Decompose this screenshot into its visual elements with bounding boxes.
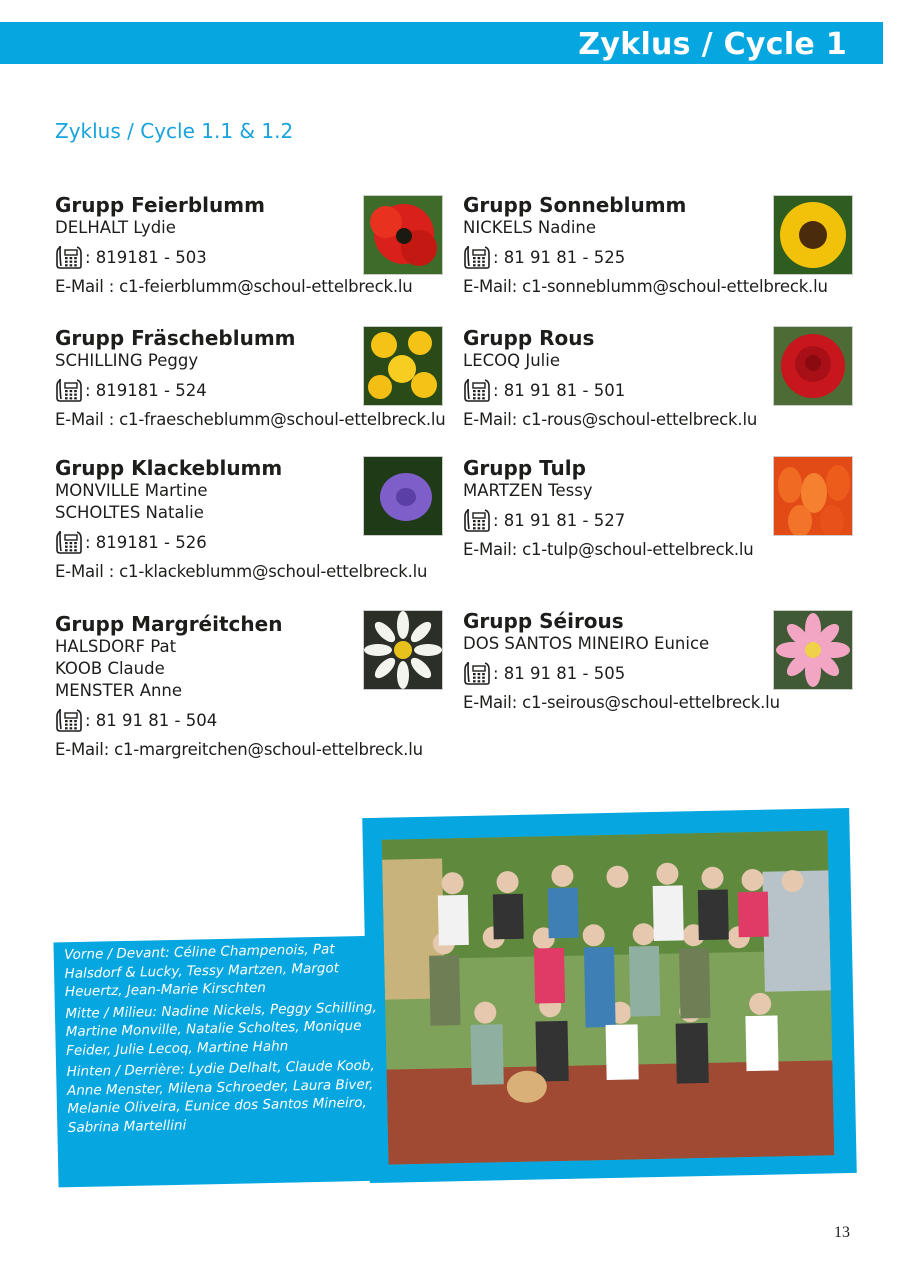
group-member: HALSDORF Pat	[55, 637, 177, 656]
phone-number: : 81 91 81 - 505	[493, 663, 626, 683]
phone-icon	[55, 377, 85, 403]
phone-number: : 819181 - 503	[85, 247, 207, 267]
group-member: MONVILLE Martine	[55, 481, 208, 500]
email-address: E-Mail : c1-feierblumm@schoul-ettelbreck.lu	[55, 277, 413, 296]
caption-middle: Mitte / Milieu: Nadine Nickels, Peggy Schilling, Martine Monville, Natalie Scholtes, Monique Feider, Julie Lecoq, Martine Hahn	[65, 998, 377, 1059]
phone-number: : 819181 - 526	[85, 532, 207, 552]
group-tulp	[463, 456, 754, 562]
page-title: Zyklus / Cycle 1	[578, 27, 847, 62]
group-name: Grupp Margréitchen	[55, 612, 283, 636]
group-member: SCHOLTES Natalie	[55, 503, 204, 522]
group-seirous	[463, 609, 780, 715]
email-address: E-Mail: c1-sonneblumm@schoul-ettelbreck.lu	[463, 277, 828, 296]
caption-back: Hinten / Derrière: Lydie Delhalt, Claude Koob, Anne Menster, Milena Schroeder, Laura Biver, Melanie Oliveira, Eunice dos Santos Mineiro, Sabrina Martellini	[66, 1057, 375, 1136]
sunflower-image	[773, 195, 853, 275]
group-name: Grupp Tulp	[463, 456, 586, 480]
email-address: E-Mail: c1-rous@schoul-ettelbreck.lu	[463, 410, 758, 429]
group-member: MARTZEN Tessy	[463, 481, 593, 500]
section-subtitle: Zyklus / Cycle 1.1 & 1.2	[55, 119, 294, 143]
phone-number: : 81 91 81 - 504	[85, 710, 218, 730]
group-name: Grupp Rous	[463, 326, 595, 350]
phone-row	[463, 658, 780, 688]
group-member: DOS SANTOS MINEIRO Eunice	[463, 634, 710, 653]
phone-number: : 819181 - 524	[85, 380, 207, 400]
phone-row	[463, 375, 757, 405]
marsh-marigold-image	[363, 326, 443, 406]
phone-icon	[463, 377, 493, 403]
phone-number: : 81 91 81 - 527	[493, 510, 626, 530]
group-name: Grupp Sonneblumm	[463, 193, 687, 217]
caption-front: Vorne / Devant: Céline Champenois, Pat Halsdorf & Lucky, Tessy Martzen, Margot Heuertz, Jean-Marie Kirschten	[64, 941, 340, 1000]
phone-icon	[55, 529, 85, 555]
group-name: Grupp Klackeblumm	[55, 456, 283, 480]
group-member: DELHALT Lydie	[55, 218, 176, 237]
tulip-image	[773, 456, 853, 536]
water-lily-image	[773, 610, 853, 690]
phone-row	[55, 705, 423, 735]
bellflower-image	[363, 456, 443, 536]
group-member: LECOQ Julie	[463, 351, 561, 370]
phone-icon	[463, 660, 493, 686]
group-name: Grupp Feierblumm	[55, 193, 265, 217]
phone-icon	[463, 244, 493, 270]
page-number: 13	[834, 1224, 850, 1241]
group-name: Grupp Séirous	[463, 609, 624, 633]
team-photo	[382, 830, 835, 1164]
phone-icon	[55, 707, 85, 733]
header-banner	[0, 22, 883, 64]
photo-caption	[64, 939, 398, 1140]
email-address: E-Mail : c1-klackeblumm@schoul-ettelbreck.lu	[55, 562, 428, 581]
group-member: KOOB Claude	[55, 659, 165, 678]
email-address: E-Mail: c1-margreitchen@schoul-ettelbreck.lu	[55, 740, 423, 759]
email-address: E-Mail : c1-fraescheblumm@schoul-ettelbreck.lu	[55, 410, 446, 429]
phone-icon	[55, 244, 85, 270]
rose-image	[773, 326, 853, 406]
email-address: E-Mail: c1-tulp@schoul-ettelbreck.lu	[463, 540, 754, 559]
group-member: NICKELS Nadine	[463, 218, 597, 237]
group-name: Grupp Fräscheblumm	[55, 326, 296, 350]
phone-icon	[463, 507, 493, 533]
daisy-image	[363, 610, 443, 690]
group-feierblumm	[55, 193, 413, 299]
email-address: E-Mail: c1-seirous@schoul-ettelbreck.lu	[463, 693, 780, 712]
group-member: SCHILLING Peggy	[55, 351, 199, 370]
group-member: MENSTER Anne	[55, 681, 183, 700]
poppy-image	[363, 195, 443, 275]
phone-row	[55, 242, 413, 272]
phone-number: : 81 91 81 - 525	[493, 247, 626, 267]
phone-row	[463, 505, 754, 535]
group-rous	[463, 326, 757, 432]
phone-number: : 81 91 81 - 501	[493, 380, 626, 400]
